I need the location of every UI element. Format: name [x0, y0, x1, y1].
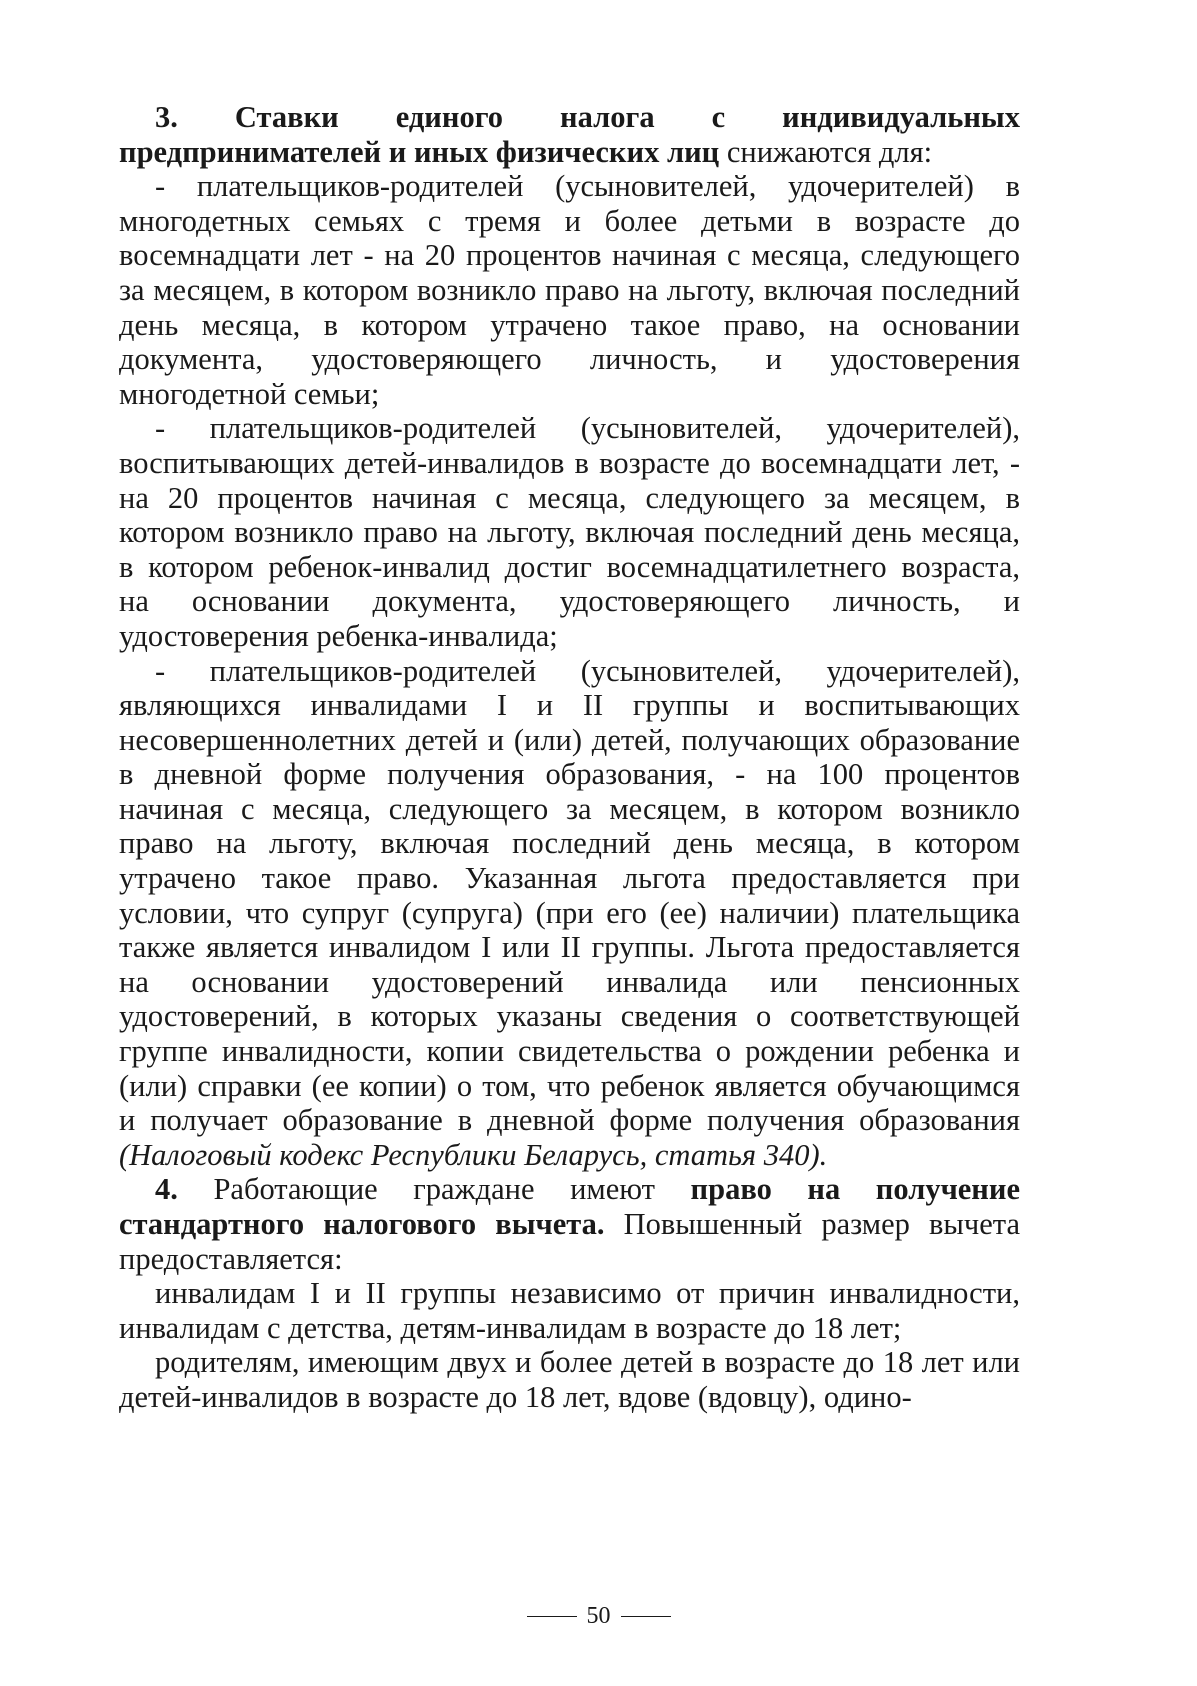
section-3-title: 3. Ставки единого налога с индивидуальных предпринимателей и иных физических лиц	[119, 100, 1020, 169]
section-4-text-2: Повышенный размер вычета предоставляется:	[119, 1207, 1020, 1276]
page-footer	[0, 1601, 1197, 1631]
bullet-large-families: - плательщиков-родителей (усыновителей, удочерителей) в многодетных семьях с тремя и более детьми в возрасте до восемнадцати лет - на 20 процентов начиная с месяца, следующего за месяцем, в котором возникло право на льготу, включая последний день месяца, в котором утрачено такое право, на основании документа, удостоверяющего личность, и удостоверения многодетной семьи;	[119, 169, 1020, 411]
bullet-disabled-children: - плательщиков-родителей (усыновителей, удочерителей), воспитывающих детей-инвалидов в возрасте до восемнадцати лет, - на 20 процентов начиная с месяца, следующего за месяцем, в котором возникло право на льготу, включая последний день месяца, в котором ребенок-инвалид достиг восемнадцатилетнего возраста, на основании документа, удостоверяющего личность, и удостоверения ребенка-инвалида;	[119, 411, 1020, 653]
section-4-bold: право на получение стандартного налогового вычета.	[119, 1172, 1020, 1241]
item-disabled-persons: инвалидам I и II группы независимо от причин инвалидности, инвалидам с детства, детям-инвалидам в возрасте до 18 лет;	[119, 1276, 1020, 1345]
section-4-number: 4.	[155, 1172, 178, 1207]
footer-rule-left	[527, 1616, 577, 1617]
page-number: 50	[586, 1602, 611, 1629]
section-4-text-1: Работающие граждане имеют	[177, 1172, 691, 1207]
footer-rule-right	[621, 1616, 671, 1617]
section-3-lead: снижаются для:	[719, 134, 933, 169]
bullet-disabled-parents-text: - плательщиков-родителей (усыновителей, удочерителей), являющихся инвалидами I и II группы и воспитывающих несовершеннолетних детей и (или) детей, получающих образование в дневной форме получения образования, - на 100 процентов начиная с месяца, следующего за месяцем, в котором возникло право на льготу, включая последний день месяца, в котором утрачено такое право. Указанная льгота предоставляется при условии, что супруг (супруга) (при его (ее) наличии) плательщика также является инвалидом I или II группы. Льгота предоставляется на основании удостоверений инвалида или пенсионных удостоверений, в которых указаны сведения о соответствующей группе инвалидности, копии свидетельства о рождении ребенка и (или) справки (ее копии) о том, что ребенок является обучающимся и получает образование в дневной форме получения образования	[119, 653, 1020, 1138]
item-parents: родителям, имеющим двух и более детей в возрасте до 18 лет или детей-инвалидов в возрасте до 18 лет, вдове (вдовцу), одино-	[119, 1345, 1020, 1414]
document-page	[119, 100, 1020, 1415]
tax-code-citation: (Налоговый кодекс Республики Беларусь, статья 340).	[119, 1137, 828, 1172]
section-4-paragraph	[119, 1172, 1020, 1276]
section-3-heading-paragraph	[119, 100, 1020, 169]
bullet-disabled-parents	[119, 654, 1020, 1173]
